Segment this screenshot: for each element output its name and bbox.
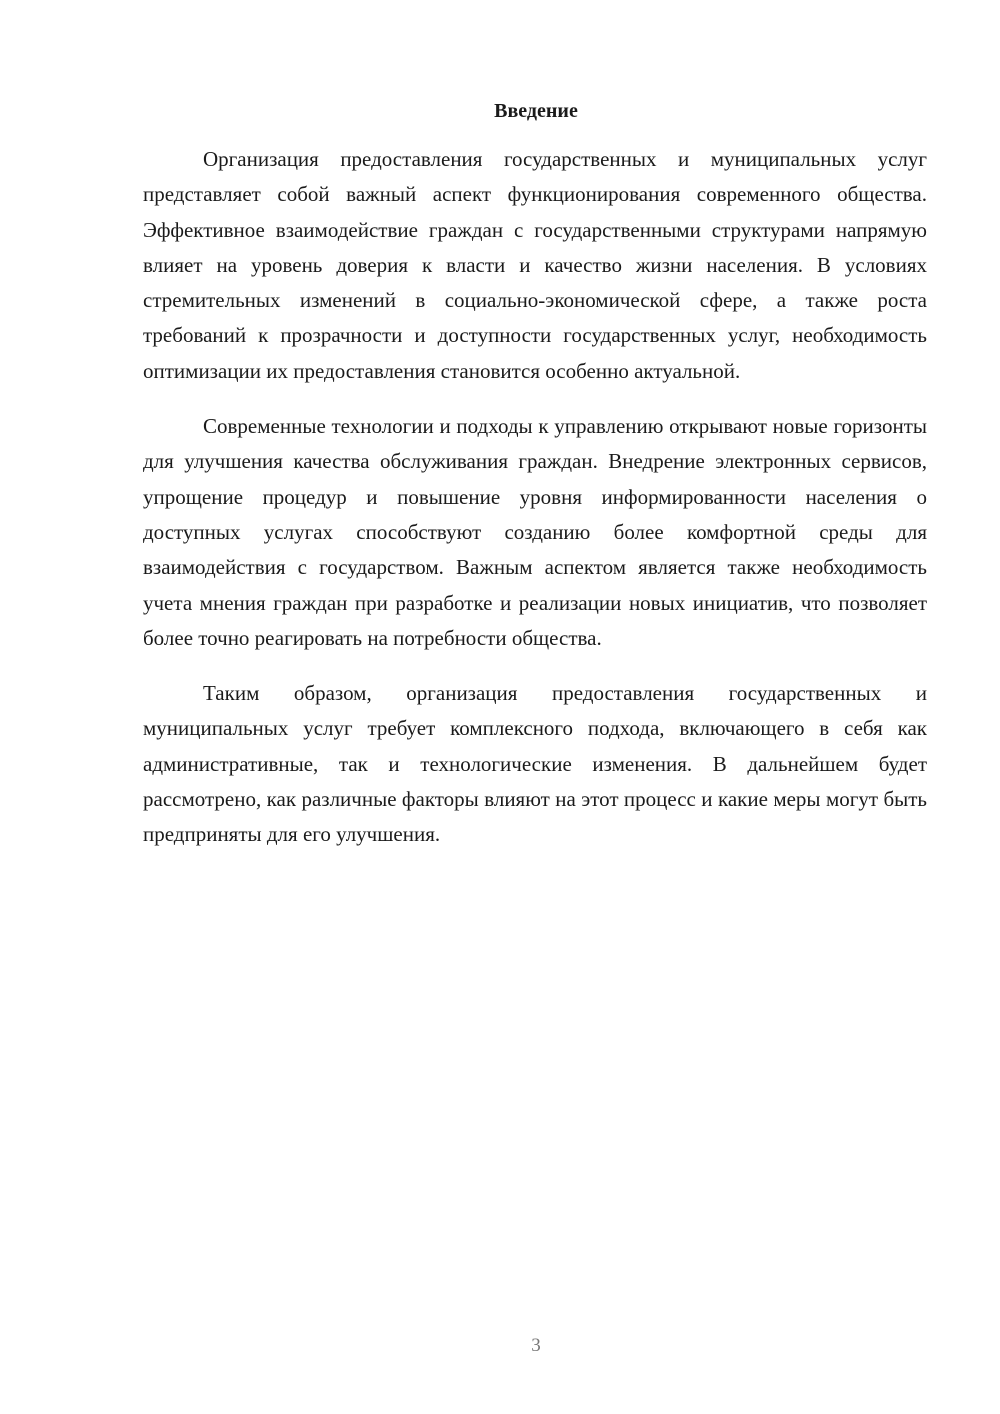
paragraph-1: Организация предоставления государственных и муниципальных услуг представляет собой важный аспект функционирования современного общества. Эффективное взаимодействие граждан с государственными структурами напрямую влияет на уровень доверия к власти и качество жизни населения. В условиях стремительных изменений в социально-экономической сфере, а также роста требований к прозрачности и доступности государственных услуг, необходимость оптимизации их предоставления становится особенно актуальной. — [143, 147, 927, 383]
section-heading: Введение — [494, 100, 578, 122]
page-number: 3 — [531, 1335, 541, 1356]
paragraph-3: Таким образом, организация предоставления государственных и муниципальных услуг требует комплексного подхода, включающего в себя как административные, так и технологические изменения. В дальнейшем будет рассмотрено, как различные факторы влияют на этот процесс и какие меры могут быть предприняты для его улучшения. — [143, 681, 927, 847]
body-text — [143, 142, 927, 873]
paragraph-2: Современные технологии и подходы к управлению открывают новые горизонты для улучшения качества обслуживания граждан. Внедрение электронных сервисов, упрощение процедур и повышение уровня информированности населения о доступных услугах способствуют созданию более комфортной среды для взаимодействия с государством. Важным аспектом является также необходимость учета мнения граждан при разработке и реализации новых инициатив, что позволяет более точно реагировать на потребности общества. — [143, 414, 927, 650]
